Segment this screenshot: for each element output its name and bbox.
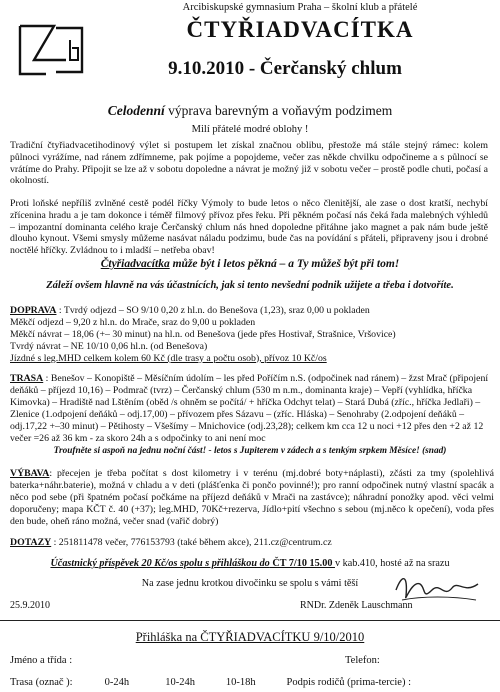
slogan-1-rest: může být i letos pěkná – a Ty můžeš být při tom! <box>169 258 400 270</box>
subtitle-bold: Celodenní <box>107 103 165 118</box>
event-date-title: 9.10.2010 - Čerčanský chlum <box>168 58 402 79</box>
school-logo <box>16 20 86 78</box>
equipment-text: : přecejen je třeba počítat s dost kilometry i v terénu (mj.dobré boty+náplasti), zčásti za tmy (spolehlivá baterka+náhr.baterie), možná v chladu a v deti (plášťenka či pončo povinné!); pro ranní odpočinek nutný vlastní spacák a něco pod sebe (při špatném počasí počkáme na příjezd deňáků v Mrači na zastávce); náhradní ponožky apod. věci velmi doporučeny; mapa KČT č. 40 (+37); leg.MHD, 70Kč+rezerva, Jídlo+pití všechno s sebou (mj.něco k opečení), voda přes den bude, oheň ráno možná, večer snad (vařič dobrý) <box>10 468 494 527</box>
fee-deadline: ČT 7/10 15.00 <box>269 558 335 569</box>
organizer-line: Arcibiskupské gymnasium Praha – školní klub a přátelé <box>182 2 418 13</box>
page-title: ČTYŘIADVACÍTKA <box>186 17 414 42</box>
contact-label: DOTAZY <box>10 537 52 548</box>
issue-date: 25.9.2010 <box>10 600 50 611</box>
transport-line-3: Měkčí návrat – 18,06 (+– 30 minut) na hl.n. od Benešova (jede přes Hostivař, Strašnice, Vršovice) <box>10 328 396 340</box>
parent-signature-label: Podpis rodičů (prima-tercie) : <box>286 677 412 688</box>
fee-text: Účastnický příspěvek 20 Kč/os spolu s přihláškou do <box>50 558 270 569</box>
fee-location: v kab.410, hosté až na srazu <box>334 558 450 569</box>
tear-off-divider <box>0 620 500 621</box>
route-section <box>10 373 494 445</box>
farewell-line: Na zase jednu krotkou divočinku se spolu s vámi těší <box>141 578 359 589</box>
route-option-10-24[interactable]: 10-24h <box>165 677 195 688</box>
name-class-field-label: Jméno a třída : <box>10 655 73 666</box>
transport-label: DOPRAVA <box>10 305 57 316</box>
transport-line-4: Tvrdý návrat – NE 10/10 0,06 hl.n. (od Benešova) <box>10 340 208 352</box>
contact-text: : 251811478 večer, 776153793 (také během akce), 211.cz@centrum.cz <box>51 537 332 548</box>
intro-paragraph-2: Proti loňské nepříliš zvlněné cestě podél říčky Výmoly to bude letos o něco členitější, ale zase o dost kratší, nechybí zřícenina hradu a je tam dokonce i téměř filmový přívoz přes řeku. Při pěkném počasí nás čeká řada malebných výhledů – impozantní dominanta celého kraje Čerčanský chlum nás hned dopoledne přitáhne jako magnet a pak nám bude ještě dlouho kynout. Všemi smysly můžeme nasávat náladu podzimu, bude čas na povídání s přáteli, připraveny jsou i drobné noctělé hříčky. Zvládnou to i mladší – netřeba obav! <box>10 198 488 256</box>
handwritten-signature <box>392 570 482 608</box>
subtitle-rest: výprava barevným a voňavým podzimem <box>164 103 393 118</box>
transport-section <box>10 305 494 365</box>
phone-field-label: Telefon: <box>345 655 380 666</box>
route-label: TRASA <box>10 373 44 384</box>
fee-line <box>0 558 500 570</box>
slogan-1 <box>0 258 500 272</box>
transport-line-2: Měkčí odjezd – 9,20 z hl.n. do Mrače, sraz do 9,00 u pokladen <box>10 316 256 328</box>
night-challenge: Troufněte si aspoň na jednu noční část! - letos s Jupiterem v zádech a s tenkým srpkem Měsíce! (snad) <box>53 446 447 456</box>
intro-paragraph-1: Tradiční čtyřiadvacetihodinový výlet si postupem let získal značnou oblibu, přestože má stále stejný rámec: kolem půlnoci vyrážíme, nad ránem zdřímneme, pak pojíme a popojdeme, večer zas někde chvilku odpočineme a s půlnocí se vrátíme do Prahy. Připojit se lze až v sobotu dopoledne a návrat je možný již v sobotu večer – prostě podle chuti, počasí a okolností. <box>10 140 488 187</box>
route-text: : Benešov – Konopiště – Měsíčním údolím – les před Poříčím n.S. (odpočinek nad ránem) – žzst Mrač (připojení deňáků – příjezd 10,16) – Podmrač (tvrz) – Čerčanský chlum (530 m n.m., dominanta kraje) – Vepří (vyhlídka, hříčka Kimovka) – Hradiště nad Lštěním (oběd /s ohněm se počítá/ + hříčka Odchyt telat) – Stará Dubá (zříc., hříčka Jedlaři) – Zlenice (1.odpojení deňáků – odj.17,00) – přívozem přes Sázavu – (zříc. Hláska) – Senohraby (2.odpojení deňáků – odj.17,22 +–30 minut) – Pětihosty – Všešímy – Mnichovice (odj.23,28); celkem km cca 12 u noci +12 přes den +2 až 12 večer =26 až 36 km - za skoro 24h a s odpočinky to ani není moc <box>10 373 489 444</box>
route-choice-label: Trasa (označ ): <box>10 677 73 688</box>
contact-section <box>10 537 494 549</box>
transport-line-5: Jízdné s leg.MHD celkem kolem 60 Kč (dle trasy a počtu osob), přívoz 10 Kč/os <box>10 352 327 364</box>
equipment-section <box>10 468 494 528</box>
route-choice-row <box>10 677 490 689</box>
subtitle <box>0 103 500 119</box>
application-form-title <box>0 630 500 645</box>
slogan-1-emph: Čtyřiadvacítka <box>100 258 170 270</box>
equipment-label: VÝBAVA <box>10 468 50 479</box>
author-name: RNDr. Zdeněk Lauschmann <box>300 600 413 611</box>
application-title-text: Přihláška na ČTYŘIADVACÍTKU 9/10/2010 <box>135 630 365 644</box>
route-option-10-18[interactable]: 10-18h <box>225 677 256 688</box>
greeting: Milí přátelé modré oblohy ! <box>191 124 309 135</box>
slogan-2: Záleží ovšem hlavně na vás účastnících, jak si tento nevšední podnik užijete a třeba i dotvoříte. <box>46 280 454 291</box>
route-option-0-24[interactable]: 0-24h <box>104 677 130 688</box>
transport-line-1: : Tvrdý odjezd – SO 9/10 0,20 z hl.n. do Benešova (1,23), sraz 0,00 u pokladen <box>56 305 370 316</box>
